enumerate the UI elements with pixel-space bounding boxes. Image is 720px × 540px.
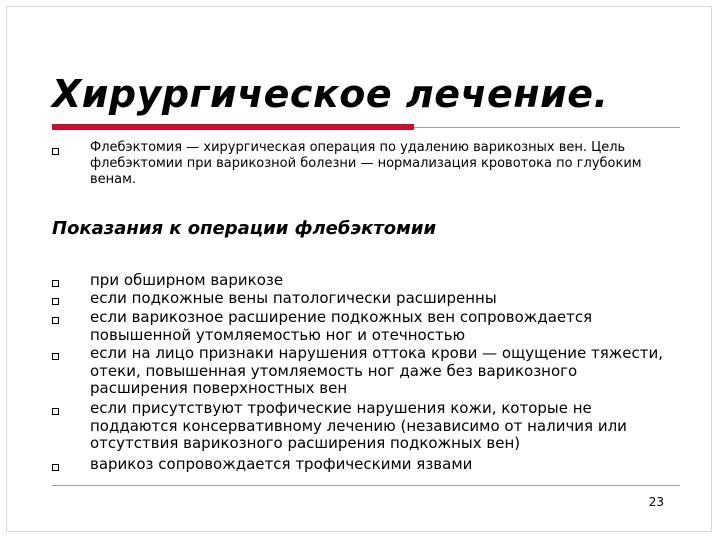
intro-paragraph: Флебэктомия — хирургическая операция по удалению варикозных вен. Цель флебэктомии при варикозной болезни — нормализация кровотока по глубоким венам. (90, 140, 642, 187)
title-underline-accent (52, 124, 414, 130)
list-item: при обширном варикозе (90, 271, 284, 289)
title-underline (52, 124, 680, 130)
list-item: если присутствуют трофические нарушения кожи, которые не поддаются консервативному лечению (независимо от наличия или отсутствия варикозного расширения подкожных вен) (90, 399, 627, 452)
list-item: если подкожные вены патологически расширенны (90, 289, 497, 307)
section-subtitle: Показания к операции флебэктомии (52, 218, 437, 239)
list-item: варикоз сопровождается трофическими язвами (90, 455, 473, 473)
title-underline-line (414, 127, 680, 128)
bullet-square-icon (52, 464, 59, 471)
bullet-square-icon (52, 298, 59, 305)
bullet-square-icon (52, 317, 59, 324)
list-item: если варикозное расширение подкожных вен сопровождается повышенной утомляемостью ног и отечностью (90, 308, 593, 344)
slide-title: Хирургическое лечение. (52, 72, 609, 116)
page-number: 23 (648, 495, 664, 509)
footer-rule (52, 485, 680, 486)
bullet-square-icon (52, 408, 59, 415)
list-item: если на лицо признаки нарушения оттока крови — ощущение тяжести, отеки, повышенная утомляемость ног даже без варикозного расширения поверхностных вен (90, 344, 663, 397)
bullet-square-icon (52, 280, 59, 287)
bullet-square-icon (52, 353, 59, 360)
bullet-square-icon (52, 148, 59, 155)
